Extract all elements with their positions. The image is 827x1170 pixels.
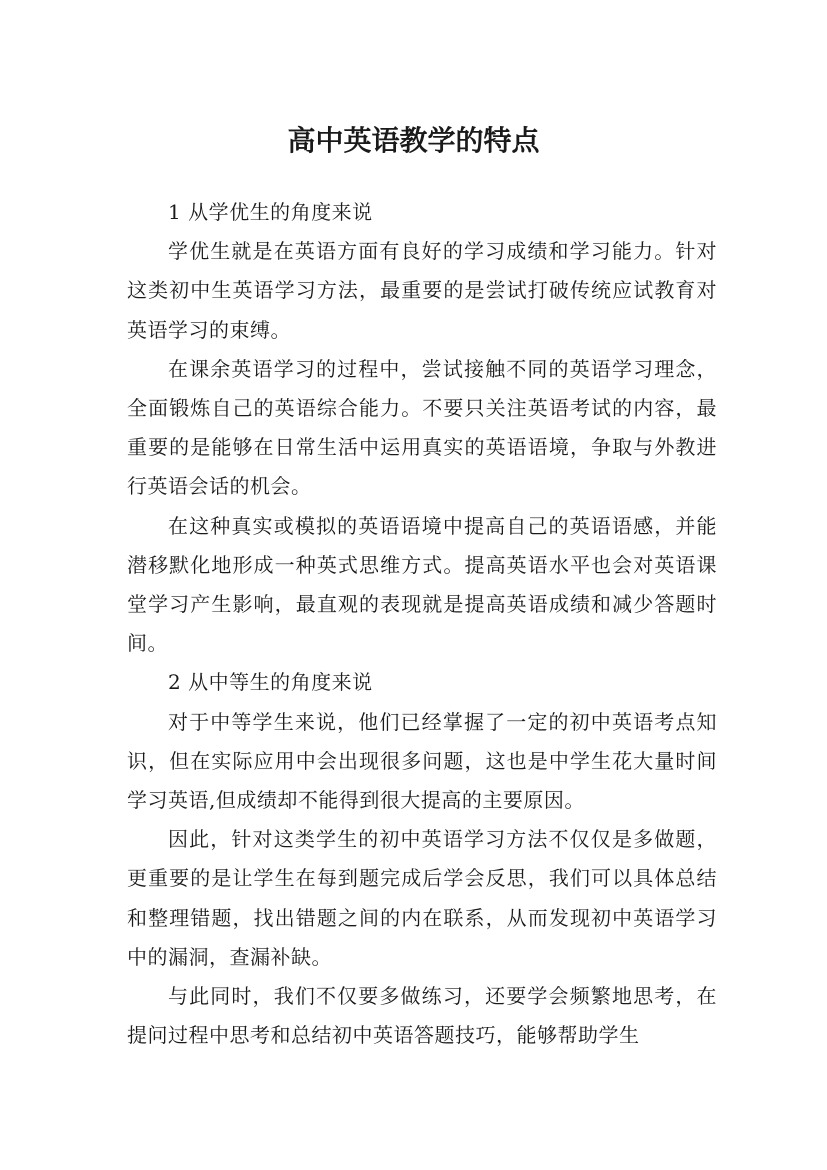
paragraph: 对于中等学生来说，他们已经掌握了一定的初中英语考点知识，但在实际应用中会出现很多问题，这也是中学生花大量时间学习英语,但成绩却不能得到很大提高的主要原因。: [127, 709, 717, 813]
paragraph: 与此同时，我们不仅要多做练习，还要学会频繁地思考，在提问过程中思考和总结初中英语答题技巧，能够帮助学生: [127, 984, 717, 1048]
page-title: 高中英语教学的特点: [287, 123, 540, 157]
paragraph: 在这种真实或模拟的英语语境中提高自己的英语语感，并能潜移默化地形成一种英式思维方式。提高英语水平也会对英语课堂学习产生影响，最直观的表现就是提高英语成绩和减少答题时间。: [127, 513, 717, 656]
paragraph: 因此，针对这类学生的初中英语学习方法不仅仅是多做题，更重要的是让学生在每到题完成后学会反思，我们可以具体总结和整理错题，找出错题之间的内在联系，从而发现初中英语学习中的漏洞，查漏补缺。: [127, 827, 717, 969]
document-body: [127, 193, 717, 1055]
paragraph: 在课余英语学习的过程中，尝试接触不同的英语学习理念，全面锻炼自己的英语综合能力。不要只关注英语考试的内容，最重要的是能够在日常生活中运用真实的英语语境，争取与外教进行英语会话的机会。: [127, 356, 717, 499]
section-heading-2: 2 从中等生的角度来说: [168, 670, 373, 695]
section-heading-1: 1 从学优生的角度来说: [168, 200, 373, 224]
paragraph: 学优生就是在英语方面有良好的学习成绩和学习能力。针对这类初中生英语学习方法，最重要的是尝试打破传统应试教育对英语学习的束缚。: [127, 239, 717, 342]
